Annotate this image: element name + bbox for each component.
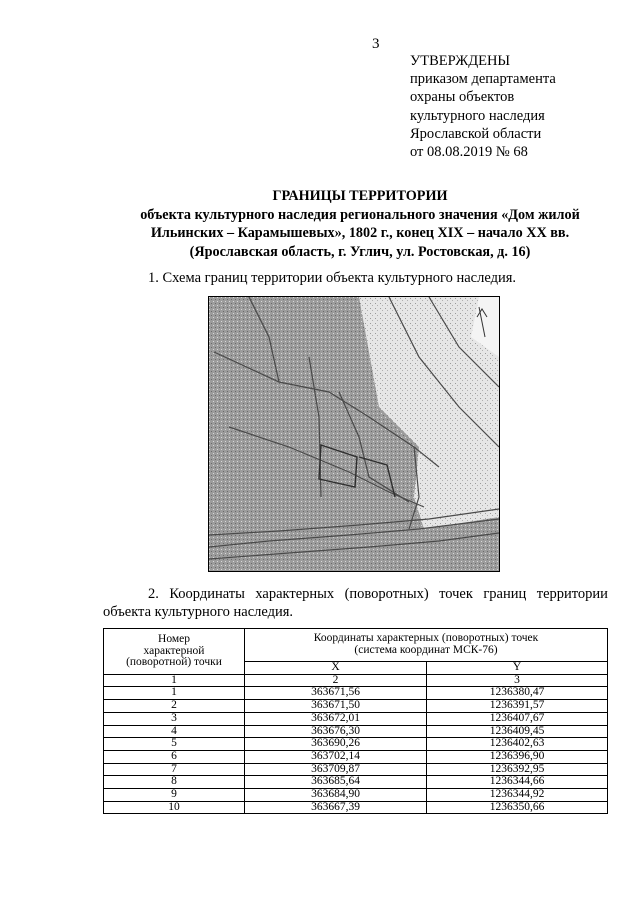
approval-line: культурного наследия <box>410 107 545 124</box>
table-cell: 1236407,67 <box>427 712 608 725</box>
section-2-word: границ <box>483 586 527 602</box>
approval-line: приказом департамента <box>410 71 556 88</box>
section-1-heading: 1. Схема границ территории объекта культурного наследия. <box>148 270 517 286</box>
header-text: Номер <box>158 632 190 645</box>
title-line: объекта культурного наследия регионального значения «Дом жилой <box>140 206 580 223</box>
section-2-word: (поворотных) <box>344 586 429 602</box>
title-line: (Ярославская область, г. Углич, ул. Ростовская, д. 16) <box>189 243 531 260</box>
approval-line: от 08.08.2019 № 68 <box>410 144 528 161</box>
table-cell: 3 <box>427 674 608 687</box>
table-cell: 7 <box>104 763 245 776</box>
table-cell: 9 <box>104 789 245 802</box>
table-cell: 10 <box>104 801 245 814</box>
table-cell: 2 <box>104 700 245 713</box>
table-cell: 1 <box>104 674 245 687</box>
section-2-line-2: объекта культурного наследия. <box>103 604 294 620</box>
title-heading: ГРАНИЦЫ ТЕРРИТОРИИ <box>272 188 448 204</box>
title-line: Ильинских – Карамышевых», 1802 г., конец XIX – начало XX вв. <box>150 225 570 241</box>
table-cell: 4 <box>104 725 245 738</box>
header-text: (поворотной) точки <box>126 656 222 669</box>
table-row <box>104 750 608 763</box>
map-svg <box>209 297 499 571</box>
table-row <box>104 738 608 751</box>
table-cell: 6 <box>104 750 245 763</box>
table-cell: 3 <box>104 712 245 725</box>
table-row <box>104 776 608 789</box>
table-cell: 1236344,92 <box>427 789 608 802</box>
approval-line: УТВЕРЖДЕНЫ <box>410 53 511 69</box>
table-cell: 363671,50 <box>245 700 427 713</box>
table-cell: 363676,30 <box>245 725 427 738</box>
table-cell: 1 <box>104 687 245 700</box>
table-cell: 363667,39 <box>245 801 427 814</box>
table-cell: 1236380,47 <box>427 687 608 700</box>
section-2-word: Координаты <box>169 586 245 602</box>
table-row <box>104 725 608 738</box>
coordinates-table <box>103 628 608 814</box>
approval-line: Ярославской области <box>410 125 542 142</box>
section-2-heading <box>103 585 608 621</box>
table-row <box>104 789 608 802</box>
header-text: Координаты характерных (поворотных) точек <box>313 632 539 645</box>
table-cell: 2 <box>245 674 427 687</box>
table-index-row <box>104 674 608 687</box>
table-cell: 363685,64 <box>245 776 427 789</box>
table-cell: 363684,90 <box>245 789 427 802</box>
page-number: 3 <box>372 36 380 52</box>
boundary-map-image <box>208 296 500 572</box>
table-cell: 8 <box>104 776 245 789</box>
document-title <box>60 187 640 261</box>
table-cell: 363690,26 <box>245 738 427 751</box>
table-cell: 363671,56 <box>245 687 427 700</box>
table-cell: 1236409,45 <box>427 725 608 738</box>
header-point-number <box>104 629 245 675</box>
table-cell: 1236350,66 <box>427 801 608 814</box>
table-cell: 5 <box>104 738 245 751</box>
table-cell: 1236392,95 <box>427 763 608 776</box>
table-row <box>104 700 608 713</box>
table-row <box>104 801 608 814</box>
table-row <box>104 763 608 776</box>
header-x: X <box>245 662 427 675</box>
header-text: (система координат МСК-76) <box>354 644 498 656</box>
table-cell: 363702,14 <box>245 750 427 763</box>
header-y: Y <box>427 662 608 675</box>
table-cell: 363709,87 <box>245 763 427 776</box>
approval-block <box>410 52 556 161</box>
table-cell: 1236391,57 <box>427 700 608 713</box>
section-2-word: характерных <box>255 586 335 602</box>
table-row <box>104 687 608 700</box>
table-cell: 1236344,66 <box>427 776 608 789</box>
table-cell: 1236402,63 <box>427 738 608 751</box>
header-text: характерной <box>143 644 205 657</box>
approval-line: охраны объектов <box>410 89 515 106</box>
header-coordinates <box>245 629 608 662</box>
table-cell: 363672,01 <box>245 712 427 725</box>
table-row <box>104 712 608 725</box>
section-2-word: 2. <box>148 586 159 602</box>
section-2-word: точек <box>439 586 473 602</box>
table-cell: 1236396,90 <box>427 750 608 763</box>
table-header-row <box>104 629 608 662</box>
section-2-line-1 <box>103 585 608 603</box>
section-2-word: территории <box>536 586 608 602</box>
